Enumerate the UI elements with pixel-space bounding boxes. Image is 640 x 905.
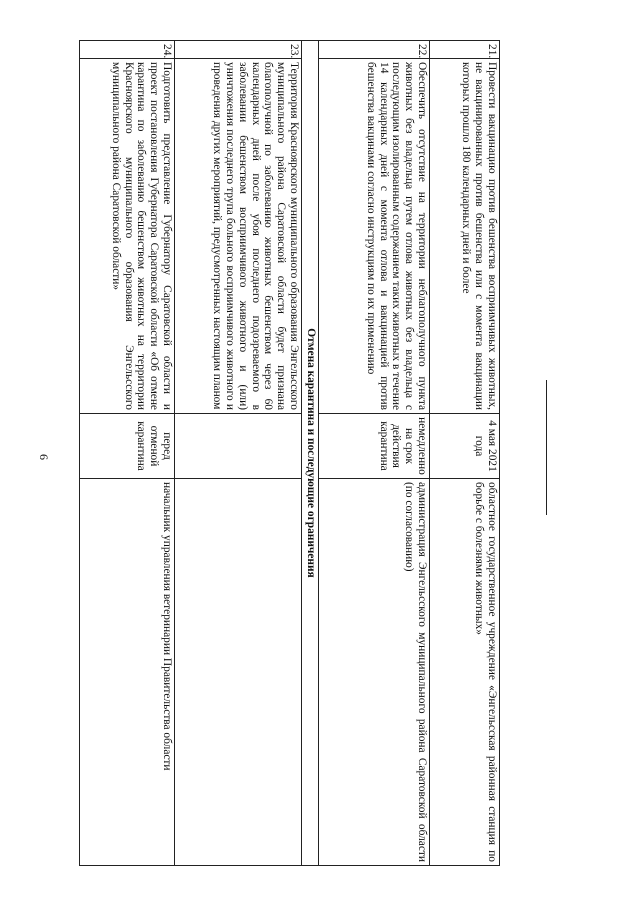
row-number: 24.: [80, 41, 175, 59]
footer-rule: [546, 380, 547, 515]
row-action: Территория Красноярского муниципального образования Энгельсского муниципального района Саратовской области будет признана благополучной по заболеванию животных бешенством через 60 календарных дней после убоя последнего подозреваемого в заболевании бешенством восприимчивого животного и (или) уничтожения последнего трупа больного восприимчивого животного и проведения других мероприятий, предусмотренных настоящим планом: [175, 59, 302, 414]
row-action: Провести вакцинацию против бешенства восприимчивых животных, не вакцинированных против бешенства или с момента вакцинации которых прошло 180 календарных дней и более: [430, 59, 500, 414]
row-term: немедленно на срок действия карантина: [319, 414, 430, 479]
row-term: [175, 414, 302, 479]
row-term: перед отменой карантина: [80, 414, 175, 479]
section-row: [302, 41, 319, 866]
page-number: 6: [37, 454, 51, 460]
plan-table: [79, 40, 500, 866]
row-number: 22.: [319, 41, 430, 59]
row-action: Подготовить представление Губернатору Саратовской области и проект постановления Губернатора Саратовской области «Об отмене карантина по заболеванию бешенством животных на территории Красноярского муниципального образования Энгельсского муниципального района Саратовской области»: [80, 59, 175, 414]
document-sheet: [80, 40, 500, 865]
table-row: [430, 41, 500, 866]
row-responsible: администрация Энгельсского муниципального района Саратовской области (по согласованию): [319, 479, 430, 866]
row-number: 21.: [430, 41, 500, 59]
table-row: [175, 41, 302, 866]
table-row: [80, 41, 175, 866]
table-row: [319, 41, 430, 866]
row-action: Обеспечить отсутствие на территории неблагополучного пункта животных без владельца путем отлова животных без владельца с последующим изолированным содержанием таких животных в течение 14 календарных дней с момента отлова и вакцинацией против бешенства вакцинами согласно инструкциям по их применению: [319, 59, 430, 414]
row-responsible: [175, 479, 302, 866]
section-title: Отмена карантина и последующие ограничения: [302, 41, 319, 866]
row-responsible: начальник управления ветеринарии Правительства области: [80, 479, 175, 866]
row-term: 4 мая 2021 года: [430, 414, 500, 479]
rotated-table-wrapper: [80, 40, 500, 865]
row-responsible: областное государственное учреждение «Энгельсская районная станция по борьбе с болезнями животных»: [430, 479, 500, 866]
row-number: 23.: [175, 41, 302, 59]
